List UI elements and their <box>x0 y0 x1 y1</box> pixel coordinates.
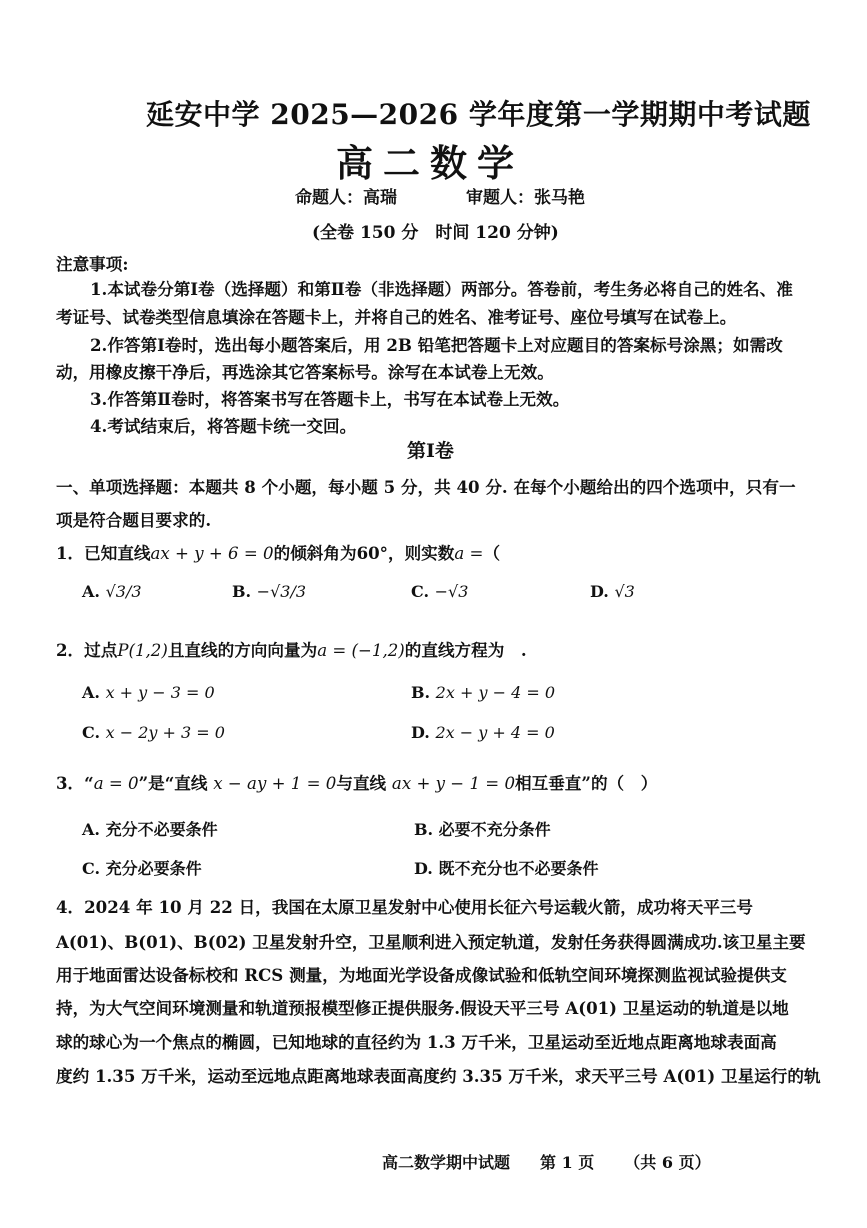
q3-stem-end: 相互垂直”的（ ） <box>515 773 658 793</box>
q3-line1: x − ay + 1 = 0 <box>213 774 337 793</box>
q2-option-b-text: 2x + y − 4 = 0 <box>435 683 556 702</box>
q1-option-d <box>590 582 635 601</box>
q1-option-b-label: B. <box>232 582 252 601</box>
q1-option-c <box>411 582 468 601</box>
q2-vector: a = (−1,2) <box>317 641 405 660</box>
q4-line-1: 4．2024 年 10 月 22 日，我国在太原卫星发射中心使用长征六号运载火箭，成功将天平三号 <box>56 897 753 917</box>
q2-option-c-label: C. <box>82 723 101 742</box>
q2-option-d-text: 2x − y + 4 = 0 <box>435 723 555 742</box>
q3-option-c-label: C. <box>82 859 101 878</box>
q1-variable: a = <box>454 544 484 563</box>
q2-option-c <box>82 723 225 742</box>
score-time: (全卷 150 分 时间 120 分钟) <box>312 223 559 243</box>
q4-line-3: 用于地面雷达设备标校和 RCS 测量，为地面光学设备成像试验和低轨空间环境探测监视试验提供支 <box>56 965 787 985</box>
q1-option-c-text: −√3 <box>434 582 469 601</box>
q2-stem-mid: 且直线的方向向量为 <box>167 640 318 660</box>
q3-option-a-text: 充分不必要条件 <box>105 820 218 839</box>
q1-option-c-label: C. <box>411 582 430 601</box>
q3-option-a-label: A. <box>82 820 100 839</box>
exam-title: 延安中学 2025—2026 学年度第一学期期中考试题 <box>146 98 811 131</box>
q1-option-a <box>82 582 142 601</box>
q1-stem-prefix: 1．已知直线 <box>56 543 151 563</box>
q2-option-a-text: x + y − 3 = 0 <box>105 683 215 702</box>
q1-option-b <box>232 582 306 601</box>
q3-stem-mid2: 与直线 <box>336 773 387 793</box>
footer-name: 高二数学期中试题 <box>382 1153 511 1172</box>
q2-option-a <box>82 683 215 702</box>
notice-line-4: 动，用橡皮擦干净后，再选涂其它答案标号。涂写在本试卷上无效。 <box>56 362 554 382</box>
q3-stem-mid1: ”是“直线 <box>138 773 208 793</box>
q2-point: P(1,2) <box>117 641 168 660</box>
q1-stem-end: （ <box>483 543 501 563</box>
footer-page: 第 1 页 <box>540 1153 595 1172</box>
q3-option-b <box>414 817 551 840</box>
section-title: 第Ⅰ卷 <box>407 440 454 462</box>
footer-total: （共 6 页） <box>624 1153 711 1172</box>
q3-option-b-text: 必要不充分条件 <box>438 820 551 839</box>
q1-stem-mid: 的倾斜角为60°，则实数 <box>273 543 455 563</box>
q2-stem <box>56 637 527 661</box>
q3-option-b-label: B. <box>414 820 434 839</box>
q1-option-d-label: D. <box>590 582 609 601</box>
subject-title: 高二数学 <box>336 141 524 185</box>
q4-line-2: A(01)、B(01)、B(02) 卫星发射升空，卫星顺利进入预定轨道，发射任务获得圆满成功.该卫星主要 <box>56 932 806 952</box>
q2-option-c-text: x − 2y + 3 = 0 <box>105 723 225 742</box>
part-line-2: 项是符合题目要求的. <box>56 510 212 530</box>
q3-option-d-text: 既不充分也不必要条件 <box>438 859 599 878</box>
q3-stem <box>56 770 657 794</box>
notice-line-3: 2.作答第Ⅰ卷时，选出每小题答案后，用 2B 铅笔把答题卡上对应题目的答案标号涂黑；如需改 <box>90 335 783 355</box>
q2-option-a-label: A. <box>82 683 100 702</box>
q1-line-equation: ax + y + 6 = 0 <box>150 544 274 563</box>
q2-option-d <box>411 723 555 742</box>
q2-stem-prefix: 2．过点 <box>56 640 118 660</box>
notice-line-2: 考证号、试卷类型信息填涂在答题卡上，并将自己的姓名、准考证号、座位号填写在试卷上。 <box>56 307 737 327</box>
q2-option-b <box>411 683 555 702</box>
q3-option-c <box>82 856 202 879</box>
q2-option-b-label: B. <box>411 683 431 702</box>
q3-option-d-label: D. <box>414 859 433 878</box>
q1-option-a-label: A. <box>82 582 100 601</box>
q2-stem-end: 的直线方程为 . <box>404 640 527 660</box>
q3-stem-prefix: 3．“ <box>56 773 94 793</box>
notice-heading: 注意事项: <box>56 254 129 274</box>
q4-line-4: 持，为大气空间环境测量和轨道预报模型修正提供服务.假设天平三号 A(01) 卫星运动的轨道是以地 <box>56 998 789 1018</box>
q1-option-d-text: √3 <box>614 582 635 601</box>
reviewer-line: 审题人：张马艳 <box>466 188 585 208</box>
q3-option-c-text: 充分必要条件 <box>105 859 202 878</box>
q3-option-a <box>82 817 218 840</box>
part-line-1: 一、单项选择题：本题共 8 个小题，每小题 5 分，共 40 分. 在每个小题给出的四个选项中，只有一 <box>56 477 796 497</box>
footer <box>382 1150 711 1173</box>
q2-option-d-label: D. <box>411 723 430 742</box>
q4-line-5: 球的球心为一个焦点的椭圆，已知地球的直径约为 1.3 万千米，卫星运动至近地点距离地球表面高 <box>56 1032 777 1052</box>
notice-line-5: 3.作答第Ⅱ卷时，将答案书写在答题卡上，书写在本试卷上无效。 <box>90 389 570 409</box>
notice-line-6: 4.考试结束后，将答题卡统一交回。 <box>90 416 357 436</box>
author-line: 命题人：高瑞 <box>295 188 397 208</box>
q3-condition: a = 0 <box>93 774 139 793</box>
q1-option-b-text: −√3/3 <box>256 582 307 601</box>
notice-line-1: 1.本试卷分第Ⅰ卷（选择题）和第Ⅱ卷（非选择题）两部分。答卷前，考生务必将自己的姓名、准 <box>90 279 793 299</box>
q3-line2: ax + y − 1 = 0 <box>391 774 516 793</box>
q1-option-a-text: √3/3 <box>105 582 142 601</box>
q4-line-6: 度约 1.35 万千米，运动至远地点距离地球表面高度约 3.35 万千米，求天平三号 A(01) 卫星运行的轨 <box>56 1066 821 1086</box>
q3-option-d <box>414 856 598 879</box>
q1-stem <box>56 540 500 564</box>
